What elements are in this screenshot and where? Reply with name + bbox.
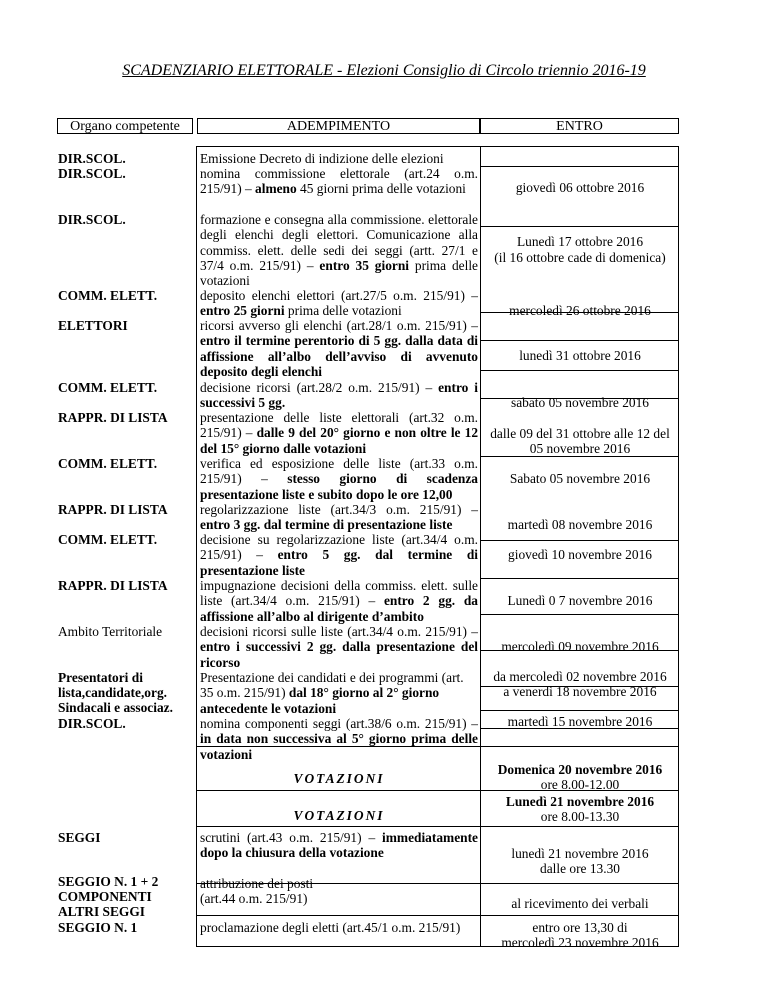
- due-2b: (il 16 ottobre cade di domenica): [494, 250, 666, 265]
- votazioni-date-1: Domenica 20 novembre 2016: [497, 762, 663, 777]
- final-due-0b: dalle ore 13.30: [540, 861, 620, 876]
- due-3: mercoledì 26 ottobre 2016: [509, 303, 651, 318]
- organ-10: RAPPR. DI LISTA: [58, 578, 168, 593]
- final-organ-1: SEGGIO N. 1 + 2 COMPONENTI ALTRI SEGGI: [58, 874, 159, 919]
- task-6: presentazione delle liste elettorali (art.32 o.m. 215/91) – dalle 9 del 20° giorno e non oltre le 12 del 15° giorno dalle votazioni: [200, 410, 479, 456]
- votazioni-time-2: ore 8.00-13.30: [540, 809, 620, 824]
- task-3: deposito elenchi elettori (art.27/5 o.m. 215/91) – entro 25 giorni prima delle votazioni: [200, 288, 478, 319]
- final-task-2: proclamazione degli eletti (art.45/1 o.m. 215/91): [200, 920, 461, 935]
- task-9: decisione su regolarizzazione liste (art.34/4 o.m. 215/91) – entro 5 gg. dal termine di presentazione liste: [200, 532, 479, 578]
- organ-11: Ambito Territoriale: [58, 624, 163, 639]
- task-8: regolarizzazione liste (art.34/3 o.m. 215/91) – entro 3 gg. dal termine di presentazione liste: [200, 502, 478, 533]
- due-1: giovedì 06 ottobre 2016: [515, 180, 645, 195]
- organ-6: RAPPR. DI LISTA: [58, 410, 168, 425]
- task-4: ricorsi avverso gli elenchi (art.28/1 o.m. 215/91) – entro il termine perentorio di 5 gg. dalla data di affissione all’albo dell’avviso di avvenuto deposito degli elenchi: [200, 318, 478, 379]
- organ-8: RAPPR. DI LISTA: [58, 502, 168, 517]
- due-11: mercoledì 09 novembre 2016: [501, 639, 659, 654]
- task-12: Presentazione dei candidati e dei programmi (art. 35 o.m. 215/91) dal 18° giorno al 2° giorno antecedente le votazioni: [200, 670, 464, 716]
- final-task-1: attribuzione dei posti (art.44 o.m. 215/91): [200, 876, 314, 907]
- due-5: sabato 05 novembre 2016: [511, 395, 649, 410]
- task-10: impugnazione decisioni della commiss. elett. sulle liste (art.34/4 o.m. 215/91) – entro 2 gg. da affissione all’albo al dirigente d’ambito: [200, 578, 478, 624]
- task-0: Emissione Decreto di indizione delle elezioni: [200, 151, 444, 166]
- task-5: decisione ricorsi (art.28/2 o.m. 215/91) – entro i successivi 5 gg.: [200, 380, 478, 411]
- due-6: dalle 09 del 31 ottobre alle 12 del: [490, 426, 670, 441]
- organ-13: DIR.SCOL.: [58, 716, 126, 731]
- votazioni-label-2: VOTAZIONI: [293, 808, 385, 823]
- header-organ: Organo competente: [57, 118, 193, 134]
- due-7: Sabato 05 novembre 2016: [509, 471, 651, 486]
- organ-2: DIR.SCOL.: [58, 212, 126, 227]
- due-8: martedì 08 novembre 2016: [507, 517, 653, 532]
- task-13: nomina componenti seggi (art.38/6 o.m. 215/91) – in data non successiva al 5° giorno prima delle votazioni: [200, 716, 478, 762]
- page-title: SCADENZIARIO ELETTORALE - Elezioni Consiglio di Circolo triennio 2016-19: [122, 62, 646, 79]
- due-12b: a venerdì 18 novembre 2016: [503, 684, 657, 699]
- due-4: lunedì 31 ottobre 2016: [519, 348, 641, 363]
- organ-3: COMM. ELETT.: [58, 288, 158, 303]
- final-organ-2: SEGGIO N. 1: [58, 920, 138, 935]
- header-task: ADEMPIMENTO: [197, 118, 480, 134]
- organ-0: DIR.SCOL.: [58, 151, 126, 166]
- final-task-0: scrutini (art.43 o.m. 215/91) – immediatamente dopo la chiusura della votazione: [200, 830, 478, 861]
- organ-12: Presentatori di lista,candidate,org. Sindacali e associaz.: [58, 670, 173, 715]
- organ-4: ELETTORI: [58, 318, 128, 333]
- final-due-2b: mercoledì 23 novembre 2016: [501, 935, 659, 950]
- organ-5: COMM. ELETT.: [58, 380, 158, 395]
- final-due-0: lunedì 21 novembre 2016: [511, 846, 649, 861]
- due-12: da mercoledì 02 novembre 2016: [493, 669, 667, 684]
- due-10: Lunedì 0 7 novembre 2016: [507, 593, 653, 608]
- due-2: Lunedì 17 ottobre 2016: [516, 234, 644, 249]
- task-2: formazione e consegna alla commissione. elettorale degli elenchi degli elettori. Comunicazione alla commiss. elett. delle sedi dei seggi (artt. 27/1 e 37/4 o.m. 215/91) – entro 35 giorni prima delle votazioni: [200, 212, 478, 288]
- due-9: giovedì 10 novembre 2016: [508, 547, 652, 562]
- due-13: martedì 15 novembre 2016: [507, 714, 653, 729]
- votazioni-label-1: VOTAZIONI: [293, 771, 385, 786]
- organ-9: COMM. ELETT.: [58, 532, 158, 547]
- header-due: ENTRO: [480, 118, 679, 134]
- task-11: decisioni ricorsi sulle liste (art.34/4 o.m. 215/91) – entro i successivi 2 gg. dalla presentazione del ricorso: [200, 624, 478, 670]
- task-7: verifica ed esposizione delle liste (art.33 o.m. 215/91) – stesso giorno di scadenza presentazione liste e subito dopo le ore 12,00: [200, 456, 479, 502]
- votazioni-date-2: Lunedì 21 novembre 2016: [505, 794, 655, 809]
- organ-1: DIR.SCOL.: [58, 166, 126, 181]
- due-6b: 05 novembre 2016: [529, 441, 631, 456]
- final-due-1: al ricevimento dei verbali: [511, 896, 649, 911]
- votazioni-time-1: ore 8.00-12.00: [540, 777, 620, 792]
- final-organ-0: SEGGI: [58, 830, 101, 845]
- organ-7: COMM. ELETT.: [58, 456, 158, 471]
- final-due-2: entro ore 13,30 di: [532, 920, 628, 935]
- task-1: nomina commissione elettorale (art.24 o.m. 215/91) – almeno 45 giorni prima delle votazioni: [200, 166, 478, 197]
